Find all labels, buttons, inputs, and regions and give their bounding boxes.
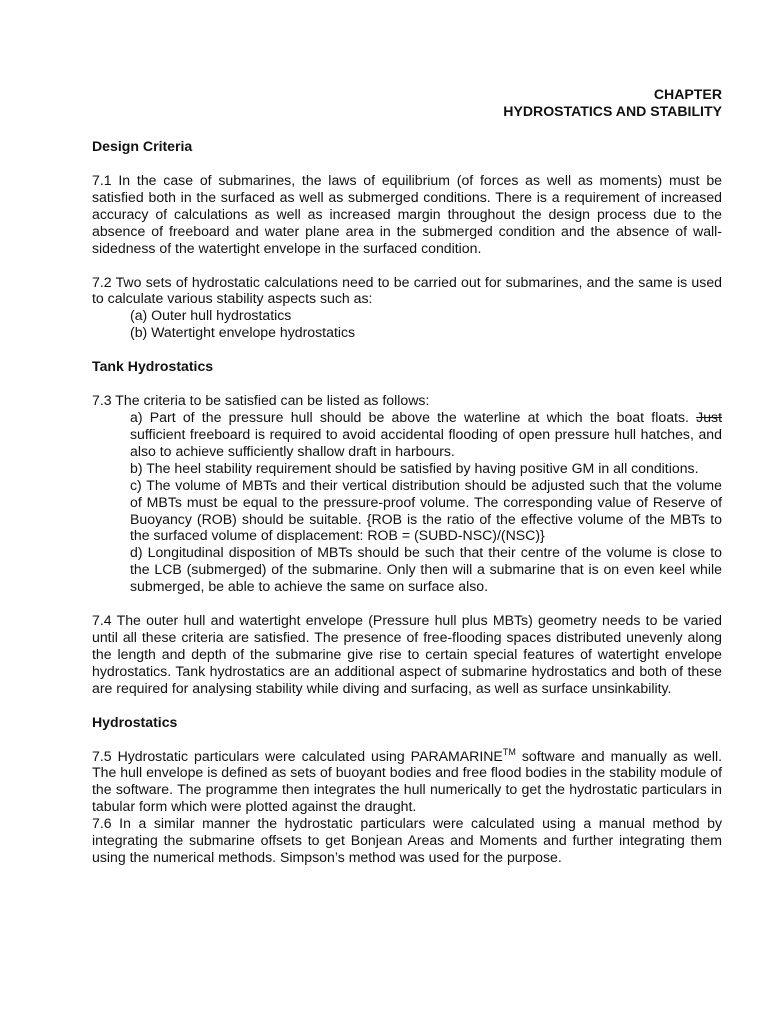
paragraph-7-5 bbox=[92, 748, 722, 816]
criteria-item-a-text-1: a) Part of the pressure hull should be above the waterline at which the boat floats. bbox=[130, 409, 697, 426]
paragraph-7-2: 7.2 Two sets of hydrostatic calculations need to be carried out for submarines, and the same is used to calculate various stability aspects such as: bbox=[92, 273, 722, 307]
trademark-superscript: TM bbox=[502, 746, 516, 757]
struck-word: Just bbox=[696, 409, 722, 426]
criteria-item-b: b) The heel stability requirement should be satisfied by having positive GM in all conditions. bbox=[130, 459, 699, 476]
paragraph-7-4: 7.4 The outer hull and watertight envelope (Pressure hull plus MBTs) geometry needs to be varied until all these criteria are satisfied. The presence of free-flooding spaces distributed unevenly along the length and depth of the submarine give rise to certain special features of watertight envelope hydrostatics. Tank hydrostatics are an additional aspect of submarine hydrostatics and both of these are required for analysing stability while diving and surfacing, as well as surface unsinkability. bbox=[92, 612, 722, 696]
list-item: (a) Outer hull hydrostatics bbox=[130, 307, 292, 324]
hydrostatics-types-list bbox=[92, 307, 722, 341]
criteria-item-d: d) Longitudinal disposition of MBTs should be such that their centre of the volume is close to the LCB (submerged) of the submarine. Only then will a submarine that is on even keel while submerged, be able to achieve the same on surface also. bbox=[130, 544, 722, 595]
design-criteria-heading: Design Criteria bbox=[92, 138, 193, 154]
tank-hydrostatics-heading: Tank Hydrostatics bbox=[92, 358, 214, 375]
paragraph-7-6: 7.6 In a similar manner the hydrostatic particulars were calculated using a manual method by integrating the submarine offsets to get Bonjean Areas and Moments and further integrating them using the numerical methods. Simpson’s method was used for the purpose. bbox=[92, 815, 722, 865]
paragraph-7-5-text-2: software and manually as well. The hull envelope is defined as sets of buoyant bodies and free flood bodies in the stability module of the software. The programme then integrates the hull numerically to get the hydrostatic particulars in tabular form which were plotted against the draught. bbox=[92, 747, 723, 815]
list-item: (b) Watertight envelope hydrostatics bbox=[130, 324, 356, 341]
hydrostatics-heading: Hydrostatics bbox=[92, 713, 178, 730]
criteria-item-c: c) The volume of MBTs and their vertical distribution should be adjusted such that the volume of MBTs must be equal to the pressure-proof volume. The corresponding value of Reserve of Buoyancy (ROB) should be suitable. {ROB is the ratio of the effective volume of the MBTs to the surfaced volume of displacement: ROB = (SUBD-NSC)/(NSC)} bbox=[130, 476, 722, 544]
criteria-list bbox=[92, 409, 722, 595]
document-page bbox=[92, 86, 722, 883]
chapter-header bbox=[92, 86, 722, 120]
chapter-label: CHAPTER bbox=[653, 86, 722, 102]
criteria-item-a-text-2: sufficient freeboard is required to avoid accidental flooding of open pressure hull hatches, and also to achieve sufficiently shallow draft in harbours. bbox=[130, 425, 722, 459]
paragraph-7-1: 7.1 In the case of submarines, the laws of equilibrium (of forces as well as moments) must be satisfied both in the surfaced as well as submerged conditions. There is a requirement of increased accuracy of calculations as well as increased margin throughout the design process due to the absence of freeboard and water plane area in the submerged condition and the absence of wall-sidedness of the watertight envelope in the surfaced condition. bbox=[92, 172, 722, 256]
criteria-item-a bbox=[92, 409, 722, 460]
paragraph-7-5-text-1: 7.5 Hydrostatic particulars were calculated using PARAMARINE bbox=[92, 747, 503, 764]
paragraph-7-3: 7.3 The criteria to be satisfied can be listed as follows: bbox=[92, 392, 430, 409]
chapter-title: HYDROSTATICS AND STABILITY bbox=[503, 103, 722, 119]
